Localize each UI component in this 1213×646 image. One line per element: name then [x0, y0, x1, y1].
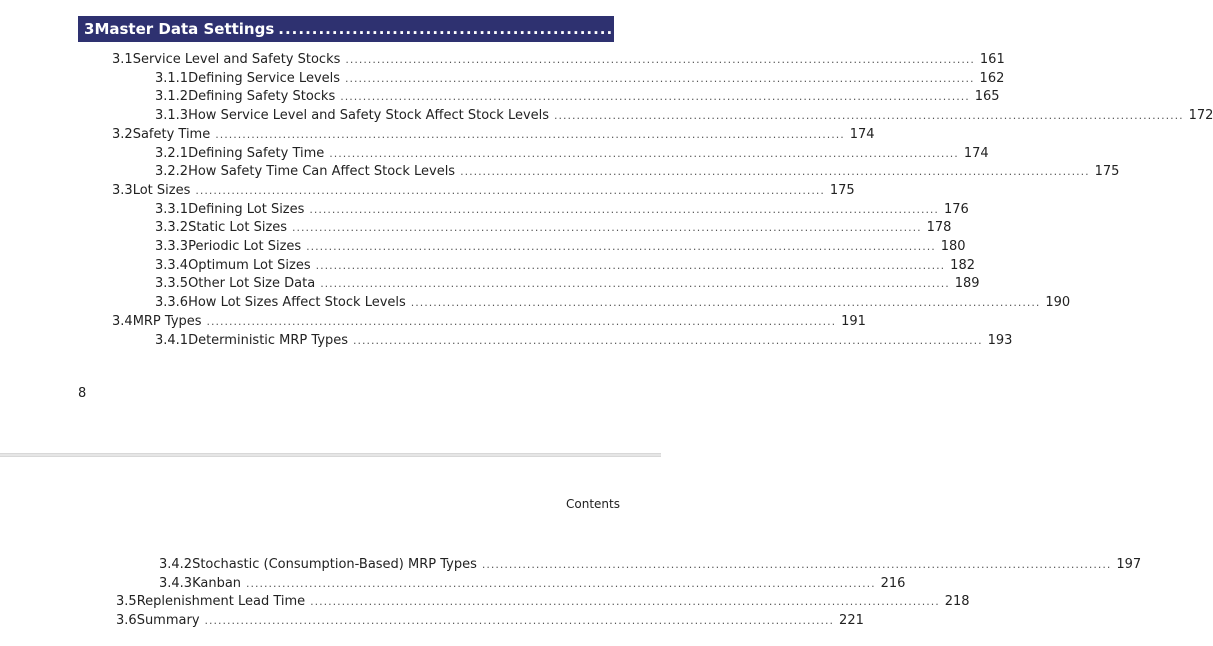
chapter-number: 3 [84, 20, 95, 38]
leader-dots: ............................................................................................................................................ [460, 165, 1090, 179]
entry-page: 175 [829, 182, 855, 198]
toc-entry[interactable] [116, 593, 970, 612]
toc-entry[interactable] [155, 201, 969, 220]
entry-title: Defining Safety Time [188, 145, 325, 161]
entry-page: 162 [979, 70, 1005, 86]
page-number: 8 [78, 386, 87, 401]
leader-dots: ............................................................................................................................................ [340, 90, 970, 104]
toc-entry[interactable] [116, 612, 864, 631]
chapter-page: 161 [911, 20, 944, 38]
leader-dots: ............................................................................................................................................ [329, 146, 959, 160]
toc-entry[interactable] [112, 182, 855, 201]
entry-title: Defining Service Levels [188, 70, 341, 86]
toc-entry[interactable] [155, 70, 1005, 89]
leader-dots: ............................................................................................................................................ [246, 576, 876, 590]
toc-entry[interactable] [155, 238, 966, 257]
toc-entry[interactable] [155, 219, 952, 238]
leader-dots: ............................................................................................................................................ [306, 240, 936, 253]
entry-page: 182 [950, 257, 975, 273]
entry-page: 190 [1045, 295, 1071, 311]
entry-title: How Service Level and Safety Stock Affect Stock Levels [188, 108, 550, 124]
toc-entry[interactable] [155, 107, 1213, 126]
entry-number: 3.3.1 [155, 201, 189, 217]
entry-page: 180 [940, 239, 966, 254]
toc-entry[interactable] [155, 163, 1120, 182]
entry-page: 174 [849, 126, 875, 142]
entry-page: 175 [1094, 164, 1120, 180]
entry-page: 218 [944, 594, 970, 610]
entry-number: 3.2.2 [155, 164, 189, 180]
leader-dots: ............................................................................................................................................ [310, 595, 940, 609]
entry-number: 3.2 [112, 126, 133, 142]
entry-title: Deterministic MRP Types [188, 332, 349, 348]
chapter-heading [78, 16, 944, 42]
entry-title: Stochastic (Consumption-Based) MRP Types [192, 557, 477, 572]
toc-entry[interactable] [155, 332, 1013, 351]
toc-entry[interactable] [159, 575, 906, 594]
entry-number: 3.3.2 [155, 220, 189, 236]
leader-dots: ............................................................................................................................................ [195, 183, 825, 197]
running-head: Contents [566, 497, 620, 511]
entry-title: MRP Types [132, 313, 202, 329]
entry-number: 3.3.4 [155, 257, 189, 273]
leader-dots: ............................................................................................................................................ [315, 258, 946, 272]
entry-title: Replenishment Lead Time [136, 594, 306, 610]
page-separator [0, 453, 661, 457]
leader-dots: ............................................................................................................................................ [204, 614, 835, 628]
entry-title: Safety Time [132, 126, 211, 142]
entry-title: Static Lot Sizes [188, 220, 288, 236]
toc-page-lower [0, 458, 1142, 646]
entry-page: 216 [880, 575, 906, 591]
entry-page: 221 [839, 613, 864, 629]
entry-title: Defining Safety Stocks [188, 89, 336, 105]
entry-page: 191 [841, 313, 866, 329]
toc-entry[interactable] [155, 145, 989, 164]
entry-number: 3.1 [112, 52, 133, 67]
toc-entry[interactable] [112, 126, 875, 145]
entry-page: 161 [979, 52, 1005, 67]
entry-title: How Lot Sizes Affect Stock Levels [188, 295, 406, 311]
entry-page: 178 [926, 220, 952, 236]
leader-dots: ............................................................................................................................................ [481, 558, 1112, 571]
entry-number: 3.1.1 [155, 70, 189, 86]
entry-number: 3.1.2 [155, 89, 189, 105]
chapter-title: Master Data Settings [94, 20, 275, 38]
toc-entry[interactable] [112, 313, 866, 332]
entry-title: How Safety Time Can Affect Stock Levels [188, 164, 456, 180]
leader-dots: ............................................................................................................................................ [309, 202, 939, 216]
leader-dots: ............................................................................................................................................ [206, 314, 837, 328]
leader-dots: ............................................................................................................................................ [353, 333, 983, 347]
entry-number: 3.4.3 [159, 575, 193, 591]
leader-dots: .............................................................................................. [278, 20, 908, 38]
entry-page: 197 [1116, 557, 1142, 572]
leader-dots: ............................................................................................................................................ [345, 71, 975, 85]
leader-dots: ............................................................................................................................................ [554, 109, 1184, 123]
toc-entry[interactable] [155, 275, 980, 294]
leader-dots: ............................................................................................................................................ [292, 221, 922, 235]
entry-title: Periodic Lot Sizes [188, 239, 302, 254]
entry-page: 176 [943, 201, 969, 217]
entry-page: 172 [1188, 108, 1213, 124]
entry-number: 3.5 [116, 594, 137, 610]
entry-number: 3.4.2 [159, 557, 193, 572]
entry-title: Lot Sizes [132, 182, 191, 198]
leader-dots: ............................................................................................................................................ [215, 127, 845, 141]
entry-number: 3.3.6 [155, 295, 189, 311]
leader-dots: ............................................................................................................................................ [410, 296, 1041, 310]
entry-number: 3.6 [116, 613, 137, 629]
entry-number: 3.3 [112, 182, 133, 198]
toc-entry[interactable] [155, 294, 1071, 313]
entry-title: Defining Lot Sizes [188, 201, 305, 217]
entry-title: Other Lot Size Data [188, 276, 316, 292]
entry-title: Kanban [192, 575, 242, 591]
toc-entry[interactable] [159, 556, 1142, 575]
leader-dots: ............................................................................................................................................ [320, 277, 950, 291]
entry-number: 3.2.1 [155, 145, 189, 161]
entry-title: Optimum Lot Sizes [188, 257, 311, 273]
toc-entry[interactable] [155, 257, 975, 276]
toc-entry[interactable] [112, 51, 1005, 70]
entry-page: 189 [954, 276, 980, 292]
leader-dots: ............................................................................................................................................ [345, 53, 975, 66]
entry-number: 3.3.5 [155, 276, 189, 292]
entry-page: 165 [974, 89, 1000, 105]
toc-entry[interactable] [155, 88, 1000, 107]
entry-title: Service Level and Safety Stocks [132, 52, 341, 67]
entry-page: 174 [963, 145, 989, 161]
entry-title: Summary [136, 613, 200, 629]
entry-number: 3.4 [112, 313, 133, 329]
entry-number: 3.1.3 [155, 108, 189, 124]
entry-page: 193 [987, 332, 1013, 348]
entry-number: 3.4.1 [155, 332, 189, 348]
entry-number: 3.3.3 [155, 239, 189, 254]
